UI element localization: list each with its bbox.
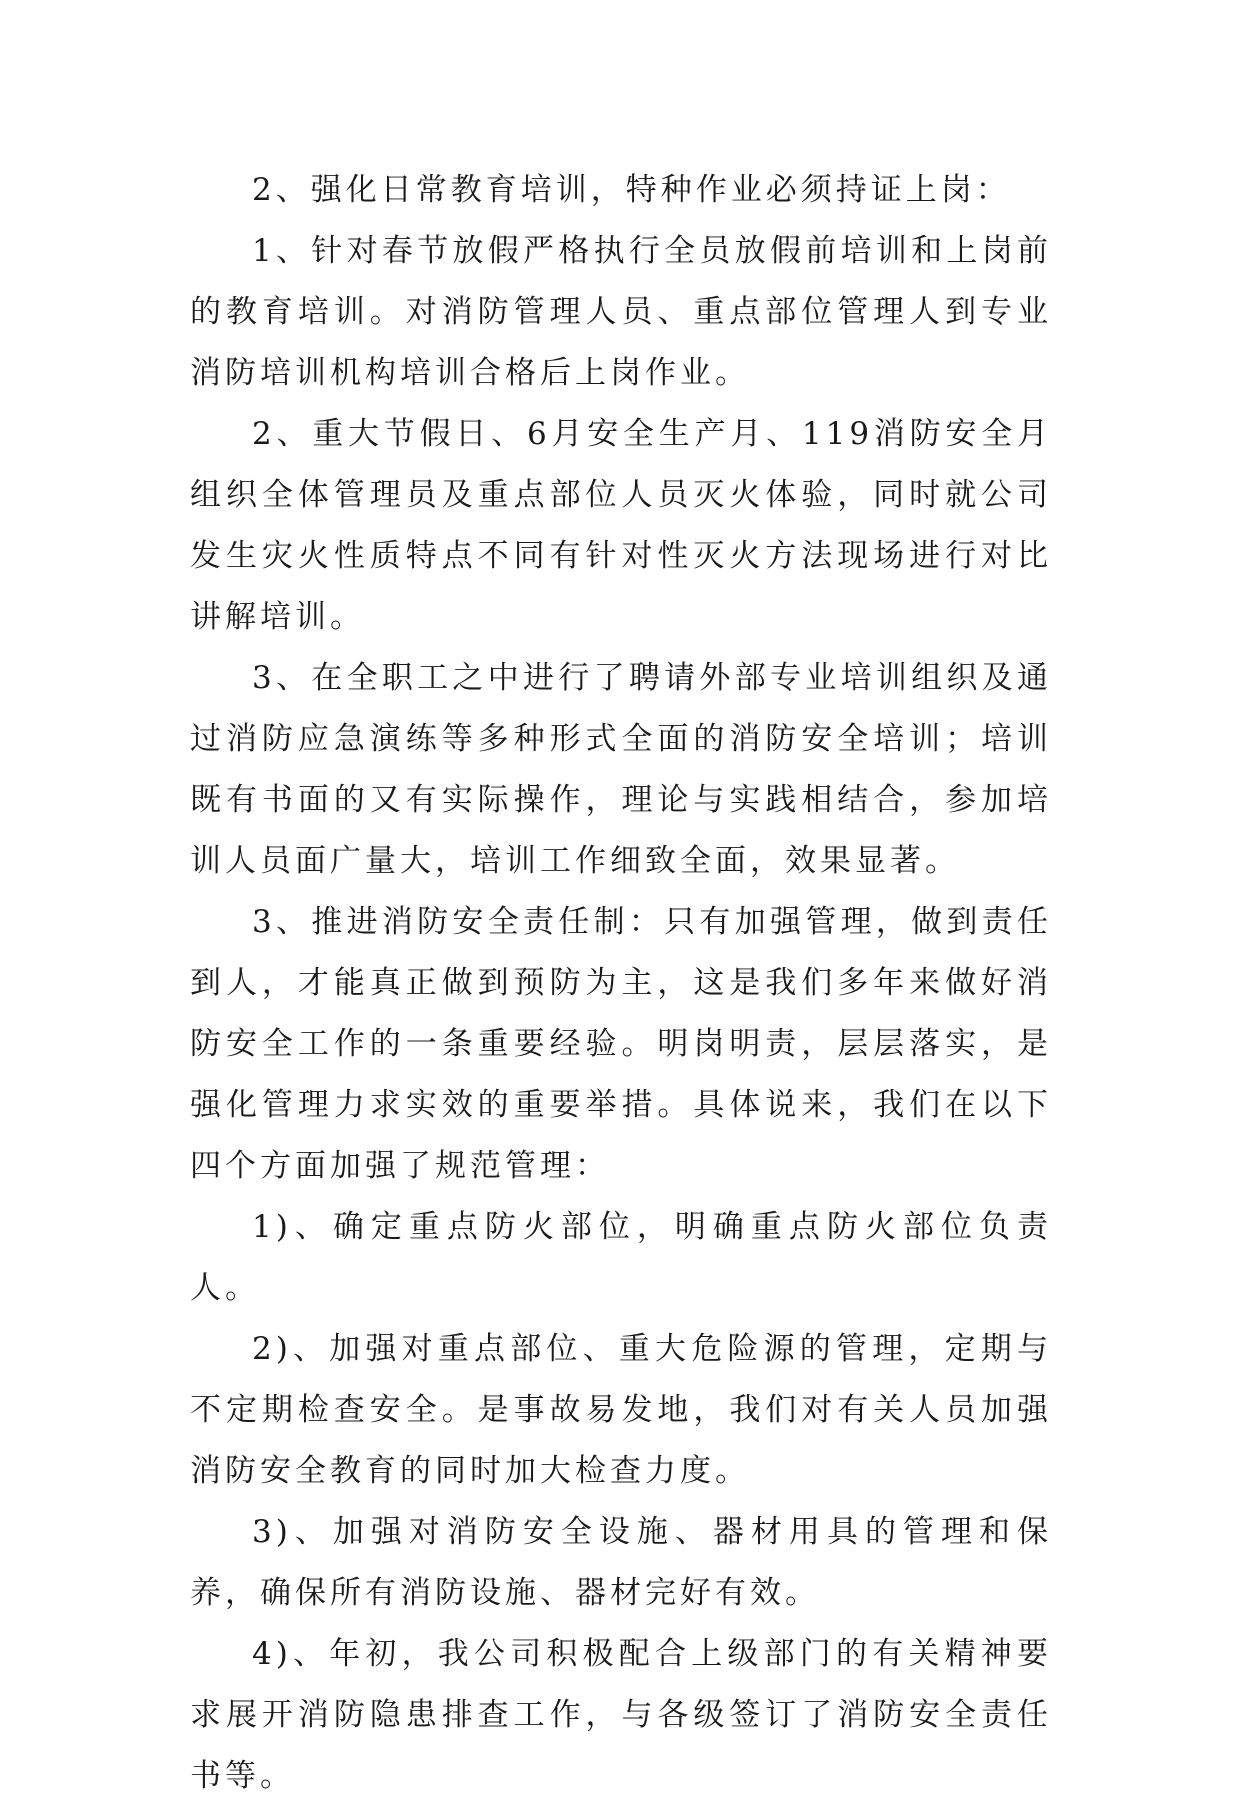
paragraph-subitem-4: 4)、年初，我公司积极配合上级部门的有关精神要求展开消防隐患排查工作，与各级签订了消防安全责任书等。 [190,1636,1052,1794]
paragraph-item-1: 1、针对春节放假严格执行全员放假前培训和上岗前的教育培训。对消防管理人员、重点部位管理人到专业消防培训机构培训合格后上岗作业。 [190,233,1052,391]
paragraph-item-3: 3、在全职工之中进行了聘请外部专业培训组织及通过消防应急演练等多种形式全面的消防安全培训；培训既有书面的又有实际操作，理论与实践相结合，参加培训人员面广量大，培训工作细致全面，效果显著。 [190,660,1052,879]
paragraph-subitem-3: 3)、加强对消防安全设施、器材用具的管理和保养，确保所有消防设施、器材完好有效。 [190,1514,1052,1611]
paragraph-item-2: 2、重大节假日、6月安全生产月、119消防安全月组织全体管理员及重点部位人员灭火体验，同时就公司发生灾火性质特点不同有针对性灭火方法现场进行对比讲解培训。 [190,416,1052,635]
paragraph-subitem-2: 2)、加强对重点部位、重大危险源的管理，定期与不定期检查安全。是事故易发地，我们对有关人员加强消防安全教育的同时加大检查力度。 [190,1331,1052,1489]
paragraph-subitem-1: 1)、确定重点防火部位，明确重点防火部位负责人。 [190,1209,1052,1306]
paragraph-heading-training: 2、强化日常教育培训，特种作业必须持证上岗： [252,172,1011,208]
document-body [190,160,1052,1807]
paragraph-heading-responsibility: 3、推进消防安全责任制：只有加强管理，做到责任到人，才能真正做到预防为主，这是我们多年来做好消防安全工作的一条重要经验。明岗明责，层层落实，是强化管理力求实效的重要举措。具体说来，我们在以下四个方面加强了规范管理： [190,904,1052,1184]
